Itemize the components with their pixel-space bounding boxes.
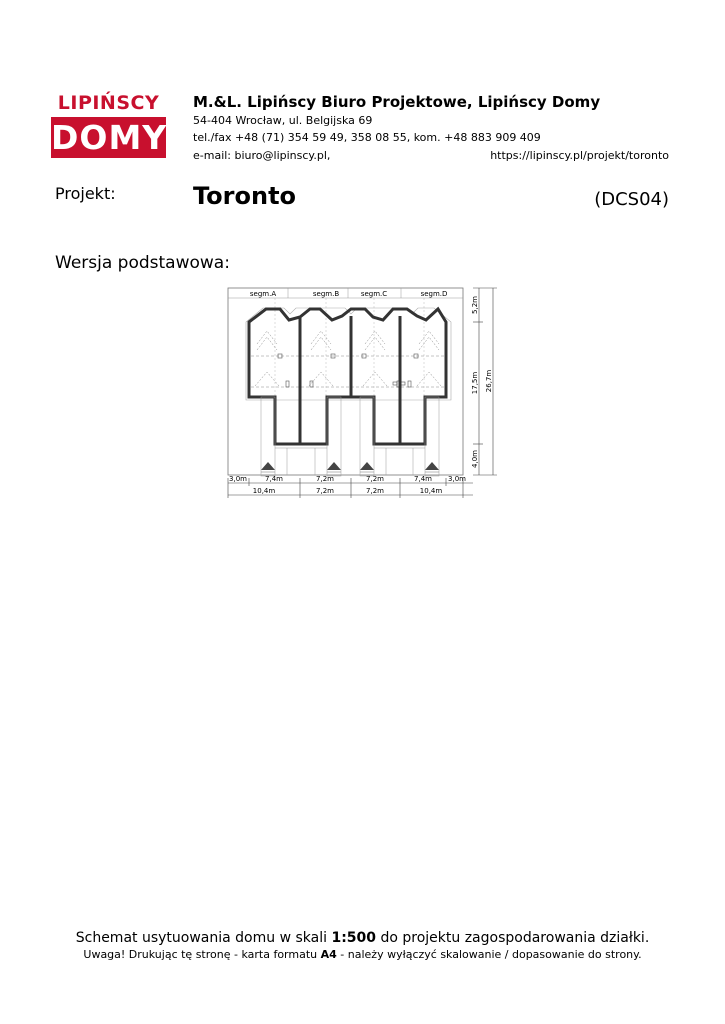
- dim-label: 7,2m: [366, 475, 384, 483]
- print-warning: Uwaga! Drukując tę stronę - karta formatu A4 - należy wyłączyć skalowanie / dopasowanie do strony.: [83, 948, 642, 961]
- scale-note: Schemat usytuowania domu w skali 1:500 do projektu zagospodarowania działki.: [75, 930, 650, 946]
- dim-label: 17,5m: [471, 371, 479, 395]
- project-url[interactable]: https://lipinscy.pl/projekt/toronto: [490, 149, 669, 162]
- dim-label: 7,4m: [265, 475, 283, 483]
- version-label: Wersja podstawowa:: [55, 253, 230, 273]
- logo-text-top: LIPIŃSCY: [57, 92, 160, 114]
- project-label: Projekt:: [55, 184, 116, 203]
- scale-value: 1:500: [331, 930, 377, 946]
- dim-label: 10,4m: [419, 487, 443, 495]
- segment-label: segm.B: [312, 290, 340, 298]
- dim-label: 7,2m: [366, 487, 384, 495]
- dim-label: 7,4m: [414, 475, 432, 483]
- logo-text-bottom: DOMY: [51, 118, 168, 157]
- dim-label: 3,0m: [229, 475, 247, 483]
- dim-label: 7,2m: [316, 475, 334, 483]
- dim-label: 26,7m: [485, 369, 493, 393]
- site-plan: [225, 284, 500, 502]
- company-logo: [51, 92, 166, 158]
- dim-label: 3,0m: [448, 475, 466, 483]
- project-name: Toronto: [193, 182, 297, 210]
- dim-label: 10,4m: [252, 487, 276, 495]
- segment-label: segm.A: [249, 290, 277, 298]
- dim-label: 4,0m: [471, 450, 479, 468]
- dim-label: 5,2m: [471, 296, 479, 314]
- company-email[interactable]: e-mail: biuro@lipinscy.pl,: [193, 149, 331, 162]
- dim-label: 7,2m: [316, 487, 334, 495]
- company-name: M.&L. Lipińscy Biuro Projektowe, Lipińscy Domy: [193, 93, 601, 111]
- company-phone: tel./fax +48 (71) 354 59 49, 358 08 55, kom. +48 883 909 409: [193, 131, 541, 144]
- segment-label: segm.C: [360, 290, 388, 298]
- project-code: (DCS04): [594, 189, 669, 210]
- segment-label: segm.D: [420, 290, 448, 298]
- building-outline: [249, 309, 446, 444]
- paper-format: A4: [320, 948, 337, 961]
- plot-boundary: [228, 288, 463, 475]
- company-address: 54-404 Wrocław, ul. Belgijska 69: [193, 114, 373, 127]
